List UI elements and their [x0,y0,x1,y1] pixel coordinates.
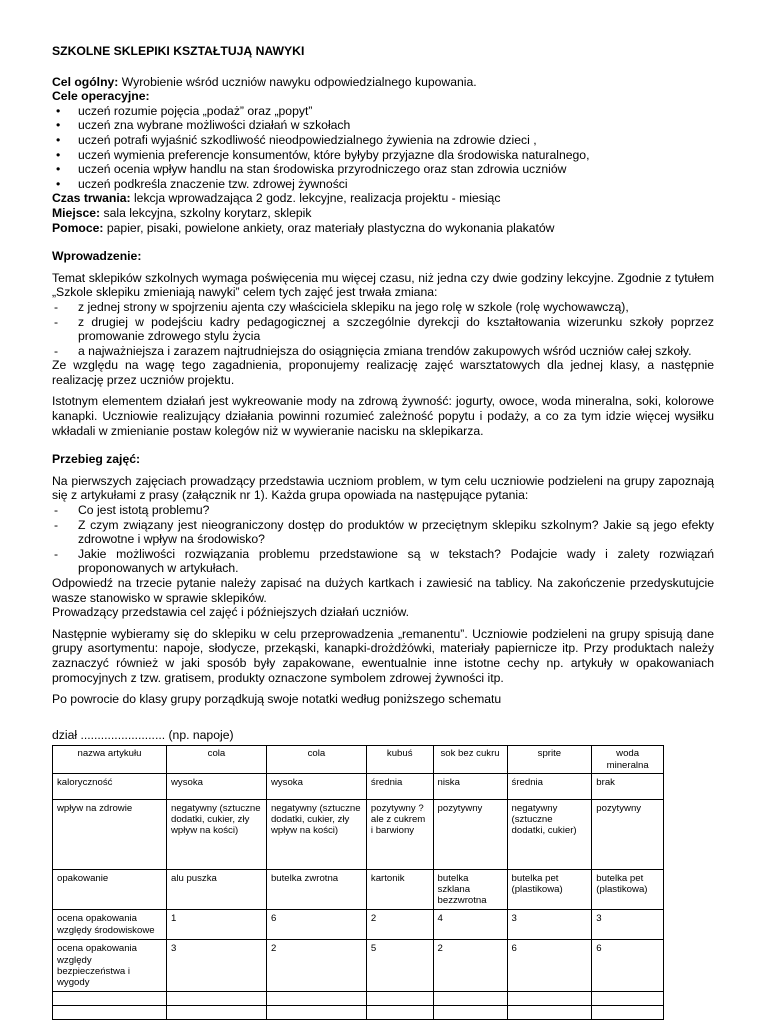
place-text: sala lekcyjna, szkolny korytarz, sklepik [100,205,312,220]
question-item: - Co jest istotą problemu? [52,503,714,518]
goal-item: • uczeń ocenia wpływ handlu na stan środowiska przyrodniczego oraz stan zdrowia uczniów [52,162,714,177]
table-header-cell: cola [266,746,366,773]
table-cell: 4 [433,910,507,940]
place-label: Miejsce: [52,205,101,220]
table-row [53,910,664,940]
table-cell: ocena opakowania względy środowiskowe [53,910,167,940]
table-cell: wysoka [266,773,366,799]
table-cell [592,1006,664,1020]
table-cell: opakowanie [53,869,167,910]
intro-paragraph: Ze względu na wagę tego zagadnienia, proponujemy realizację zajęć warsztatowych dla jednej klasy, a następnie realizację przez uczniów projektu. [52,358,714,387]
table-header-cell: nazwa artykułu [53,746,167,773]
questions-list [52,503,714,576]
aids-label: Pomoce: [52,220,104,235]
table-header-cell: woda mineralna [592,746,664,773]
table-cell: średnia [507,773,592,799]
operational-goals-list [52,104,714,192]
table-cell [366,1006,433,1020]
table-cell: brak [592,773,664,799]
table-cell: 6 [592,940,664,992]
table-cell: negatywny (sztuczne dodatki, cukier, zły wpływ na kości) [266,799,366,869]
table-cell [507,1006,592,1020]
aids-text: papier, pisaki, powielone ankiety, oraz materiały plastyczna do wykonania plakatów [103,220,555,235]
course-paragraph: Na pierwszych zajęciach prowadzący przedstawia uczniom problem, w tym celu uczniowie podzieleni na grupy zapoznają się z artykułami z prasy (załącznik nr 1). Każda grupa opowiada na następujące pytania: [52,473,714,503]
table-row [53,1006,664,1020]
course-heading: Przebieg zajęć: [52,452,141,467]
table-cell [433,1006,507,1020]
product-table [52,745,664,1020]
table-cell: alu puszka [167,869,267,910]
table-cell [53,1006,167,1020]
table-cell: butelka zwrotna [266,869,366,910]
goal-item: • uczeń podkreśla znaczenie tzw. zdrowej żywności [52,177,714,192]
table-cell: 3 [592,910,664,940]
course-paragraph: Odpowiedź na trzecie pytanie należy zapisać na dużych kartkach i zawiesić na tablicy. Na zakończenie przedyskutujcie wasze stanowisko w sprawie sklepików. [52,576,714,605]
table-cell: butelka pet (plastikowa) [507,869,592,910]
table-row [53,799,664,869]
table-row [53,773,664,799]
table-cell: negatywny (sztuczne dodatki, cukier) [507,799,592,869]
operational-goals-label: Cele operacyjne: [52,89,150,104]
table-caption: dział ......................... (np. napoje) [52,727,234,742]
duration-text: lekcja wprowadzająca 2 godz. lekcyjne, realizacja projektu - miesiąc [130,191,501,206]
table-cell: butelka pet (plastikowa) [592,869,664,910]
dash-item: - z drugiej w podejściu kadry pedagogicznej a szczególnie dyrekcji do kształtowania wizerunku szkoły poprzez promowanie zdrowego stylu życia [52,315,714,344]
general-goal-label: Cel ogólny: [52,74,119,89]
intro-paragraph: Temat sklepików szkolnych wymaga poświęcenia mu więcej czasu, niż jedna czy dwie godziny lekcyjne. Zgodnie z tytułem „Szkole sklepiku zmieniają nawyki” celem tych zajęć jest trwała zmiana: [52,270,714,300]
table-cell: średnia [366,773,433,799]
question-item: - Jakie możliwości rozwiązania problemu przedstawione są w tekstach? Podajcie wady i zalety rozwiązań proponowanych w artykułach. [52,547,714,576]
table-cell: 3 [507,910,592,940]
table-header-cell: sok bez cukru [433,746,507,773]
table-header-cell: sprite [507,746,592,773]
goal-item: • uczeń potrafi wyjaśnić szkodliwość nieodpowiedzialnego żywienia na zdrowie dzieci , [52,133,714,148]
goal-item: • uczeń zna wybrane możliwości działań w szkołach [52,118,714,133]
course-paragraph: Po powrocie do klasy grupy porządkują swoje notatki według poniższego schematu [52,692,502,707]
table-cell: 2 [366,910,433,940]
table-cell: pozytywny ? ale z cukrem i barwiony [366,799,433,869]
table-cell: 6 [266,910,366,940]
table-cell: butelka szklana bezzwrotna [433,869,507,910]
table-cell: 1 [167,910,267,940]
intro-dash-list [52,300,714,358]
intro-heading: Wprowadzenie: [52,249,142,264]
table-cell: wpływ na zdrowie [53,799,167,869]
table-cell: kaloryczność [53,773,167,799]
duration-label: Czas trwania: [52,191,131,206]
table-header-cell: kubuś [366,746,433,773]
course-paragraph: Następnie wybieramy się do sklepiku w celu przeprowadzenia „remanentu”. Uczniowie podzieleni na grupy spisują dane grupy asortymentu: napoje, słodycze, przekąski, kanapki-drożdżówki, materiały papiernicze itp. Przy produktach należy zaznaczyć również w jaki sposób były zapakowane, ewentualnie inne istotne cechy np. artykuły w opakowaniach promocyjnych z tzw. gratisem, produkty oznaczone symbolem zdrowej żywności itp. [52,626,714,685]
table-cell: pozytywny [592,799,664,869]
table-cell: kartonik [366,869,433,910]
table-row [53,869,664,910]
table-header-row [53,746,664,773]
general-goal-text: Wyrobienie wśród uczniów nawyku odpowiedzialnego kupowania. [118,74,477,89]
course-paragraph: Prowadzący przedstawia cel zajęć i późniejszych działań uczniów. [52,605,409,620]
place [52,206,714,221]
table-header-cell: cola [167,746,267,773]
table-cell: negatywny (sztuczne dodatki, cukier, zły wpływ na kości) [167,799,267,869]
general-goal [52,75,714,90]
table-cell: niska [433,773,507,799]
aids [52,221,714,236]
document-title: SZKOLNE SKLEPIKI KSZTAŁTUJĄ NAWYKI [52,44,305,58]
table-cell: ocena opakowania względy bezpieczeństwa i wygody [53,940,167,992]
table-cell: 6 [507,940,592,992]
table-cell: 5 [366,940,433,992]
table-cell: 3 [167,940,267,992]
question-item: - Z czym związany jest nieograniczony dostęp do produktów w przeciętnym sklepiku szkolnym? Jakie są jego efekty zdrowotne i wpływ na środowisko? [52,518,714,547]
table-cell [167,1006,267,1020]
intro-paragraph: Istotnym elementem działań jest wykreowanie mody na zdrową żywność: jogurty, owoce, woda mineralna, soki, kolorowe kanapki. Uczniowie realizujący działania powinni rozumieć zależność popytu i podaży, a co za tym idzie więcej wysiłku wkładali w zmienianie postaw kolegów niż w wywieranie nacisku na sklepikarza. [52,394,714,438]
table-cell: wysoka [167,773,267,799]
dash-item: - a najważniejsza i zarazem najtrudniejsza do osiągnięcia zmiana trendów zakupowych wśród uczniów całej szkoły. [52,344,714,359]
dash-item: - z jednej strony w spojrzeniu ajenta czy właściciela sklepiku na jego rolę w szkole (rolę wychowawczą), [52,300,714,315]
table-cell: 2 [433,940,507,992]
table-cell [266,1006,366,1020]
table-cell: pozytywny [433,799,507,869]
goal-item: • uczeń wymienia preferencje konsumentów, które byłyby przyjazne dla środowiska naturalnego, [52,148,714,163]
table-row [53,940,664,992]
duration [52,191,714,206]
table-cell: 2 [266,940,366,992]
goal-item: • uczeń rozumie pojęcia „podaż” oraz „popyt” [52,104,714,119]
